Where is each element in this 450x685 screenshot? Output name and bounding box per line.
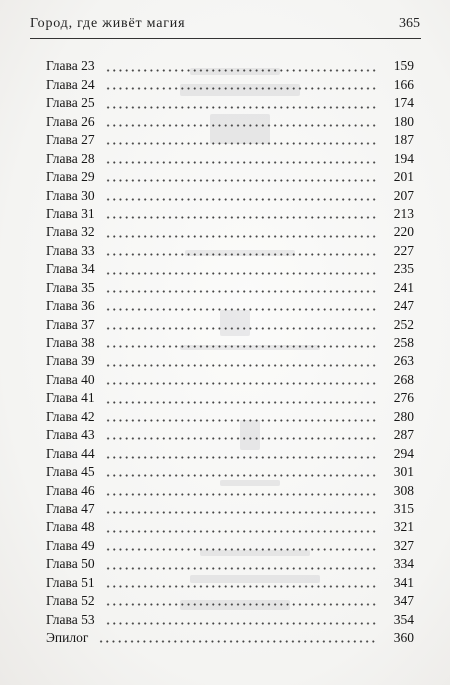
toc-entry [46, 131, 414, 149]
toc-entry-label: Глава 32 [46, 224, 95, 240]
toc-entry-page-number: 263 [393, 353, 414, 369]
dot-leader [105, 87, 378, 90]
toc-entry-label: Глава 37 [46, 316, 95, 332]
dot-leader [105, 474, 378, 477]
dot-leader [105, 179, 378, 182]
toc-entry [46, 370, 414, 388]
toc-entry-page-number: 180 [393, 113, 414, 129]
toc-entry-page-number: 354 [393, 611, 414, 627]
toc-entry-label: Глава 46 [46, 482, 95, 498]
toc-entry-page-number: 268 [393, 371, 414, 387]
toc-entry-label: Глава 25 [46, 95, 95, 111]
toc-entry-label: Глава 29 [46, 169, 95, 185]
toc-entry-label: Глава 28 [46, 150, 95, 166]
dot-leader [105, 382, 378, 385]
toc-entry [46, 389, 414, 407]
dot-leader [105, 530, 378, 533]
dot-leader [105, 124, 378, 127]
toc-entry-page-number: 227 [393, 242, 414, 258]
toc-entry-page-number: 301 [393, 464, 414, 480]
toc-entry [46, 500, 414, 518]
dot-leader [98, 640, 378, 643]
toc-entry-page-number: 308 [393, 482, 414, 498]
toc-entry-page-number: 220 [393, 224, 414, 240]
dot-leader [105, 603, 378, 606]
dot-leader [105, 511, 378, 514]
toc-entry-page-number: 287 [393, 427, 414, 443]
toc-entry [46, 536, 414, 554]
toc-entry [46, 610, 414, 628]
toc-entry-page-number: 341 [393, 574, 414, 590]
header-rule [30, 38, 421, 39]
toc-entry-label: Глава 35 [46, 279, 95, 295]
toc-entry-label: Глава 41 [46, 390, 95, 406]
toc-entry-page-number: 327 [393, 537, 414, 553]
dot-leader [105, 493, 378, 496]
dot-leader [105, 327, 378, 330]
toc-entry-label: Глава 52 [46, 593, 95, 609]
toc-entry-label: Глава 47 [46, 500, 95, 516]
toc-entry-label: Глава 33 [46, 242, 95, 258]
toc-entry [46, 592, 414, 610]
toc-entry-page-number: 321 [393, 519, 414, 535]
toc-entry [46, 573, 414, 591]
toc-entry-label: Глава 43 [46, 427, 95, 443]
dot-leader [105, 235, 378, 238]
toc-entry-label: Эпилог [46, 630, 89, 646]
toc-entry [46, 426, 414, 444]
toc-entry [46, 94, 414, 112]
toc-entry-label: Глава 48 [46, 519, 95, 535]
toc-entry [46, 241, 414, 259]
running-title: Город, где живёт магия [30, 16, 186, 31]
toc-entry [46, 297, 414, 315]
toc-entry-label: Глава 42 [46, 408, 95, 424]
page-header [30, 12, 420, 38]
dot-leader [105, 548, 378, 551]
toc-entry-page-number: 241 [393, 279, 414, 295]
dot-leader [105, 456, 378, 459]
toc-entry-page-number: 207 [393, 187, 414, 203]
toc-entry-label: Глава 51 [46, 574, 95, 590]
page-number: 365 [399, 16, 420, 31]
dot-leader [105, 401, 378, 404]
dot-leader [105, 622, 378, 625]
toc-entry-page-number: 347 [393, 593, 414, 609]
toc-entry [46, 334, 414, 352]
toc-entry-page-number: 174 [393, 95, 414, 111]
toc-entry [46, 315, 414, 333]
toc-entry [46, 223, 414, 241]
toc-entry [46, 149, 414, 167]
dot-leader [105, 437, 378, 440]
dot-leader [105, 216, 378, 219]
dot-leader [105, 272, 378, 275]
toc-entry [46, 186, 414, 204]
toc-entry-page-number: 258 [393, 335, 414, 351]
dot-leader [105, 567, 378, 570]
toc-entry [46, 555, 414, 573]
dot-leader [105, 345, 378, 348]
toc-entry-label: Глава 26 [46, 113, 95, 129]
toc-entry-page-number: 294 [393, 445, 414, 461]
toc-entry-label: Глава 39 [46, 353, 95, 369]
toc-entry-label: Глава 36 [46, 298, 95, 314]
toc-entry [46, 518, 414, 536]
toc-entry-page-number: 194 [393, 150, 414, 166]
toc-entry-label: Глава 31 [46, 205, 95, 221]
dot-leader [105, 585, 378, 588]
toc-entry-label: Глава 34 [46, 261, 95, 277]
toc-entry-page-number: 334 [393, 556, 414, 572]
toc-entry [46, 278, 414, 296]
toc-entry-page-number: 280 [393, 408, 414, 424]
table-of-contents [46, 57, 414, 647]
toc-entry-label: Глава 38 [46, 335, 95, 351]
toc-entry [46, 168, 414, 186]
toc-entry [46, 352, 414, 370]
toc-entry [46, 205, 414, 223]
toc-entry-label: Глава 27 [46, 132, 95, 148]
toc-entry-label: Глава 24 [46, 76, 95, 92]
toc-entry-label: Глава 44 [46, 445, 95, 461]
toc-entry [46, 407, 414, 425]
toc-entry-page-number: 276 [393, 390, 414, 406]
dot-leader [105, 308, 378, 311]
toc-entry-page-number: 252 [393, 316, 414, 332]
toc-entry-label: Глава 30 [46, 187, 95, 203]
toc-entry-page-number: 159 [393, 58, 414, 74]
dot-leader [105, 142, 378, 145]
toc-entry-label: Глава 45 [46, 464, 95, 480]
toc-entry-page-number: 166 [393, 76, 414, 92]
dot-leader [105, 364, 378, 367]
dot-leader [105, 290, 378, 293]
toc-entry [46, 444, 414, 462]
dot-leader [105, 419, 378, 422]
toc-entry-page-number: 247 [393, 298, 414, 314]
toc-entry [46, 112, 414, 130]
toc-entry-page-number: 187 [393, 132, 414, 148]
toc-entry-label: Глава 23 [46, 58, 95, 74]
toc-entry-page-number: 235 [393, 261, 414, 277]
toc-entry-label: Глава 40 [46, 371, 95, 387]
toc-entry-label: Глава 53 [46, 611, 95, 627]
dot-leader [105, 106, 378, 109]
toc-entry-page-number: 315 [393, 500, 414, 516]
toc-entry-page-number: 360 [393, 630, 414, 646]
toc-entry [46, 463, 414, 481]
toc-entry-page-number: 213 [393, 205, 414, 221]
toc-entry-label: Глава 50 [46, 556, 95, 572]
toc-entry-label: Глава 49 [46, 537, 95, 553]
dot-leader [105, 198, 378, 201]
dot-leader [105, 161, 378, 164]
toc-entry-page-number: 201 [393, 169, 414, 185]
toc-entry [46, 629, 414, 647]
toc-entry [46, 481, 414, 499]
dot-leader [105, 69, 378, 72]
toc-entry [46, 260, 414, 278]
toc-entry [46, 57, 414, 75]
dot-leader [105, 253, 378, 256]
toc-entry [46, 75, 414, 93]
